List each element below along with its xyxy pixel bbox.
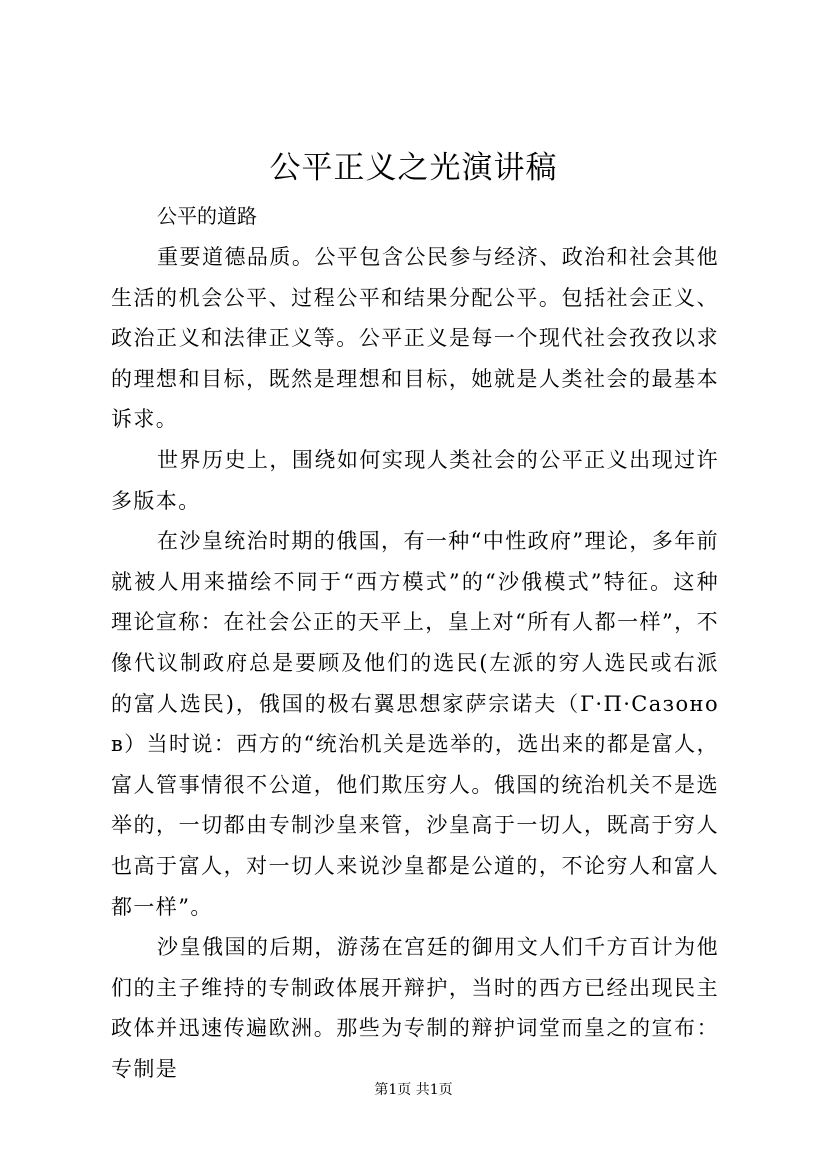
paragraph: 在沙皇统治时期的俄国，有一种“中性政府”理论，多年前就被人用来描绘不同于“西方模式”的“沙俄模式”特征。这种理论宣称：在社会公正的天平上，皇上对“所有人都一样”，不像代议制政府总是要顾及他们的选民(左派的穷人选民或右派的富人选民)，俄国的极右翼思想家萨宗诺夫（Г·П·Сазонов）当时说：西方的“统治机关是选举的，选出来的都是富人，富人管事情很不公道，他们欺压穷人。俄国的统治机关不是选举的，一切都由专制沙皇来管，沙皇高于一切人，既高于穷人也高于富人，对一切人来说沙皇都是公道的，不论穷人和富人都一样”。 [111, 529, 719, 919]
paragraph: 沙皇俄国的后期，游荡在宫廷的御用文人们千方百计为他们的主子维持的专制政体展开辩护，当时的西方已经出现民主政体并迅速传遍欧洲。那些为专制的辩护词堂而皇之的宣布：专制是 [111, 935, 719, 1081]
paragraph: 世界历史上，围绕如何实现人类社会的公平正义出现过许多版本。 [111, 447, 719, 513]
page-footer: 第1页 共1页 [374, 1082, 453, 1098]
document-title: 公平正义之光演讲稿 [269, 150, 558, 186]
document-body [111, 237, 719, 1089]
section-heading: 公平的道路 [157, 204, 257, 228]
paragraph: 重要道德品质。公平包含公民参与经济、政治和社会其他生活的机会公平、过程公平和结果分配公平。包括社会正义、政治正义和法律正义等。公平正义是每一个现代社会孜孜以求的理想和目标，既然是理想和目标，她就是人类社会的最基本诉求。 [111, 245, 719, 432]
